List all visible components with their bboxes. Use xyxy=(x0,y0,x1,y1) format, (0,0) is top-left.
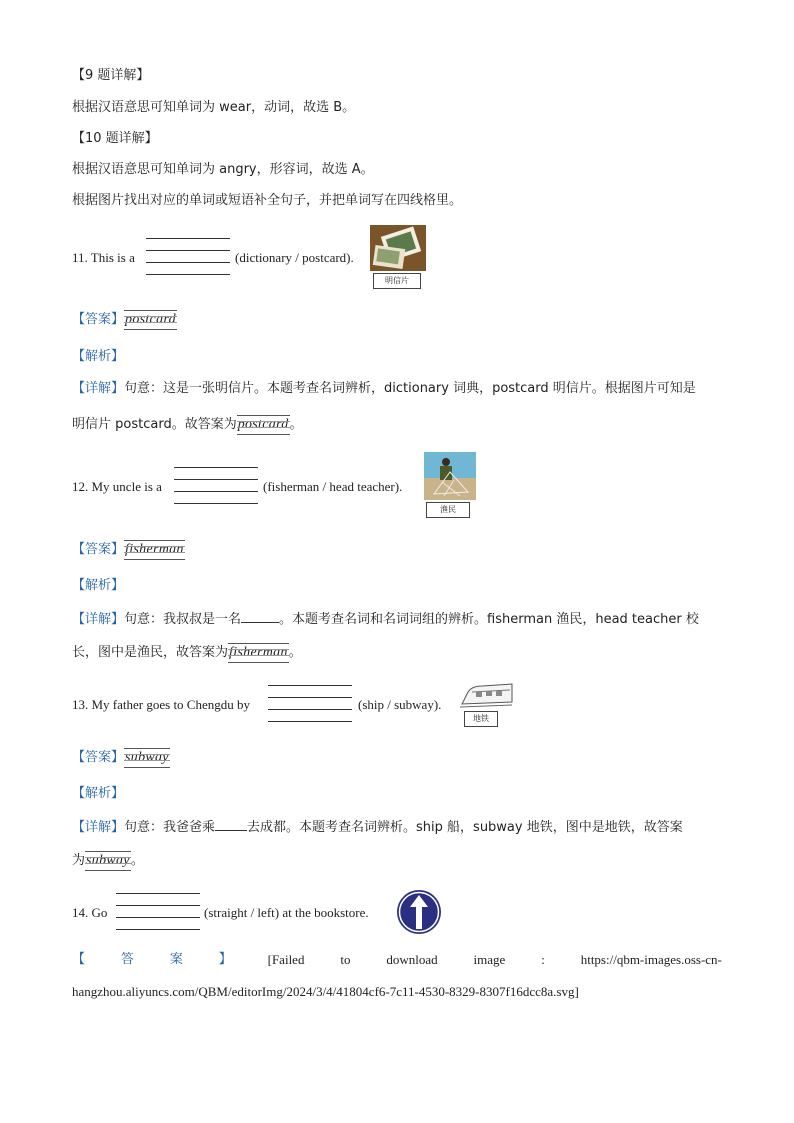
q13-detail-line1 xyxy=(72,816,683,838)
q12-text-after: (fisherman / head teacher). xyxy=(263,479,403,494)
q13-detail-text-b: 去成都。本题考查名词辨析。ship 船，subway 地铁，图中是地铁，故答案 xyxy=(247,820,683,835)
q9-explanation: 根据汉语意思可知单词为 wear，动词，故选 B。 xyxy=(72,100,356,115)
q12-text-before: 12. My uncle is a xyxy=(72,479,162,494)
q13-answer-row xyxy=(72,748,170,768)
q11-picture-caption: 明信片 xyxy=(373,273,421,289)
q11-text-before: 11. This is a xyxy=(72,250,135,265)
q12-detail-line2 xyxy=(72,643,302,663)
q14-answer-row xyxy=(72,950,722,970)
q11-detail-line1 xyxy=(72,379,696,399)
q11-detail-line2 xyxy=(72,415,303,435)
q14-failed-url[interactable]: https://qbm-images.oss-cn- xyxy=(580,952,722,967)
q11-detail-label: 【详解】 xyxy=(72,381,125,396)
q14-answer-label-2: 答 xyxy=(120,952,134,967)
q12-answer-label: 【答案】 xyxy=(72,542,125,557)
q12-detail-line2-end: 。 xyxy=(288,645,302,660)
q11-detail-text: 句意：这是一张明信片。本题考查名词辨析，dictionary 词典，postcard 明信片。根据图片可知是 xyxy=(124,381,696,396)
q14-failed-url-line2[interactable]: hangzhou.aliyuncs.com/QBM/editorImg/2024/3/4/41804cf6-7c11-4530-8329-8307f16dcc8a.svg] xyxy=(72,984,579,999)
q12-answer-handwriting: fisherman xyxy=(124,540,185,560)
q14-answer-label-1: 【 xyxy=(72,952,86,967)
q14-failed-3: download xyxy=(386,952,438,967)
q11-detail-answer: postcard xyxy=(237,415,290,435)
q13-answer-handwriting: subway xyxy=(124,748,170,768)
q11-answer-row xyxy=(72,310,177,330)
q12-answer-row xyxy=(72,540,185,560)
q11-detail-line2-end: 。 xyxy=(289,417,303,432)
subway-picture xyxy=(458,680,514,710)
q13-detail-line2-end: 。 xyxy=(130,853,144,868)
q14-text-before: 14. Go xyxy=(72,905,108,920)
q14-failed-5: : xyxy=(541,952,545,967)
q11-four-line-blank[interactable] xyxy=(146,238,230,262)
q12-analysis-label: 【解析】 xyxy=(72,578,125,593)
q13-detail-answer: subway xyxy=(85,851,131,871)
q13-detail-blank xyxy=(215,816,247,831)
q13-answer-label: 【答案】 xyxy=(72,750,125,765)
q13-picture-caption: 地铁 xyxy=(464,711,498,727)
q13-text-after: (ship / subway). xyxy=(358,697,442,712)
q12-picture-caption: 渔民 xyxy=(426,502,470,518)
q12-detail-line2-text: 长，图中是渔民，故答案为 xyxy=(72,645,229,660)
q10-header: 【10 题详解】 xyxy=(72,131,158,146)
q12-detail-blank xyxy=(241,608,279,623)
q10-explanation: 根据汉语意思可知单词为 angry，形容词，故选 A。 xyxy=(72,162,374,177)
fisherman-picture xyxy=(424,452,476,500)
q11-text-after: (dictionary / postcard). xyxy=(235,250,354,265)
q14-failed-1: [Failed xyxy=(267,952,305,967)
q12-detail-answer: fisherman xyxy=(228,643,289,663)
q12-detail-line1 xyxy=(72,608,699,630)
q11-answer-handwriting: postcard xyxy=(124,310,177,330)
q12-detail-text-b: 。本题考查名词和名词词组的辨析。fisherman 渔民，head teacher 校 xyxy=(279,612,699,627)
postcard-picture xyxy=(370,225,426,271)
q13-analysis-label: 【解析】 xyxy=(72,786,125,801)
q14-failed-2: to xyxy=(340,952,351,967)
q13-detail-line2-text: 为 xyxy=(72,853,86,868)
q11-answer-label: 【答案】 xyxy=(72,312,125,327)
straight-arrow-sign-icon xyxy=(396,889,442,935)
q13-four-line-blank[interactable] xyxy=(268,685,352,709)
q13-detail-text-a: 句意：我爸爸乘 xyxy=(124,820,216,835)
q12-detail-label: 【详解】 xyxy=(72,612,125,627)
q11-detail-line2-text: 明信片 postcard。故答案为 xyxy=(72,417,237,432)
q9-header: 【9 题详解】 xyxy=(72,68,150,83)
q14-answer-label-3: 案 xyxy=(169,952,183,967)
q12-detail-text-a: 句意：我叔叔是一名 xyxy=(124,612,242,627)
q13-detail-label: 【详解】 xyxy=(72,820,125,835)
q14-four-line-blank[interactable] xyxy=(116,893,200,917)
q12-four-line-blank[interactable] xyxy=(174,467,258,491)
instruction: 根据图片找出对应的单词或短语补全句子，并把单词写在四线格里。 xyxy=(72,193,463,208)
q14-text-after: (straight / left) at the bookstore. xyxy=(204,905,369,920)
q11-analysis-label: 【解析】 xyxy=(72,349,125,364)
q14-answer-label-4: 】 xyxy=(218,952,232,967)
q13-text-before: 13. My father goes to Chengdu by xyxy=(72,697,251,712)
q13-detail-line2 xyxy=(72,851,144,871)
q14-failed-4: image xyxy=(473,952,506,967)
